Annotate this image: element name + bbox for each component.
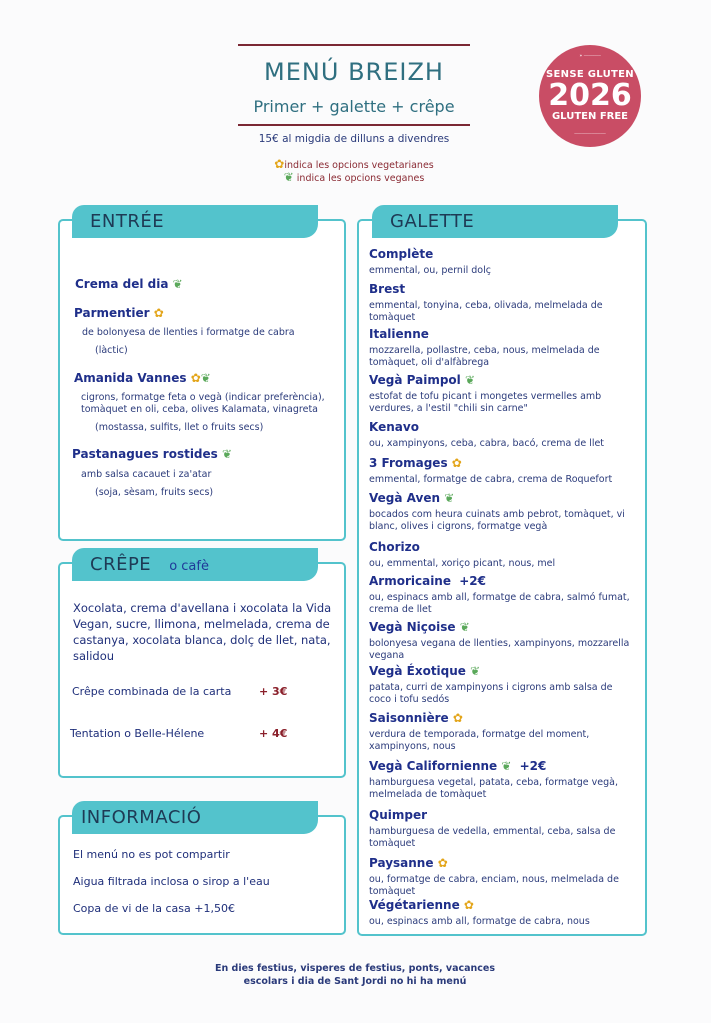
crepe-extra-label: Tentation o Belle-Hélene [70,727,205,740]
galette-item-supplement: +2€ [459,574,486,588]
badge-line2: GLUTEN FREE [551,111,629,122]
entree-item-name: Crema del dia ❦ [75,277,183,291]
galette-item-name: Kenavo [369,420,419,434]
info-line: Aigua filtrada inclosa o sirop a l'eau [73,875,270,888]
info-line: El menú no es pot compartir [73,848,230,861]
header-bottom-rule [238,124,470,126]
info-tab [72,801,318,834]
leaf-icon: ❦ [200,371,211,385]
galette-item-desc: ou, emmental, xoriço picant, nous, mel [369,558,556,569]
entree-item-desc: cigrons, formatge feta o vegà (indicar preferència), tomàquet en oli, ceba, olives Kalamata, vinagreta [81,392,325,415]
galette-item-desc: bolonyesa vegana de llenties, xampinyons, mozzarella vegana [369,638,630,661]
galette-item-desc: ou, formatge de cabra, enciam, nous, melmelada de tomàquet [369,874,619,897]
crepe-tab [72,548,318,581]
galette-item-desc: ou, xampinyons, ceba, cabra, bacó, crema de llet [369,438,605,449]
galette-item-name: Vegà Niçoise ❦ [369,620,470,634]
galette-item-name: Complète [369,247,434,261]
crepe-subtitle: o cafè [169,559,209,574]
galette-title: GALETTE [390,211,475,232]
galette-item-name: Végétarienne ✿ [369,898,474,912]
crepe-extra-price: + 4€ [259,727,288,740]
footer-note [150,962,560,988]
galette-item-name: Paysanne ✿ [369,856,448,870]
sunflower-icon: ✿ [274,157,285,171]
crepe-box [58,562,346,778]
galette-item-name: Vegà Aven ❦ [369,491,455,505]
price-line: 15€ al migdia de dilluns a divendres [258,133,450,145]
crepe-extra-price: + 3€ [259,685,288,698]
galette-item-desc: hamburguesa de vedella, emmental, ceba, salsa de tomàquet [369,826,616,849]
menu-subtitle: Primer + galette + crêpe [253,97,455,116]
entree-title: ENTRÉE [90,211,165,232]
leaf-icon: ❦ [464,373,476,387]
badge-fine-print: ───────────── [574,131,606,136]
galette-item-desc: mozzarella, pollastre, ceba, nous, melmelada de tomàquet, oli d'alfàbrega [369,345,600,368]
badge-line1: SENSE GLUTEN [546,69,634,80]
legend-vegan-text: indica les opcions veganes [296,173,425,184]
galette-item-name: Brest [369,282,406,296]
sunflower-icon: ✿ [153,306,164,320]
header-top-rule [238,44,470,46]
leaf-icon: ❦ [470,664,481,678]
leaf-icon: ❦ [283,170,294,184]
info-line: Copa de vi de la casa +1,50€ [73,902,235,915]
entree-item-name: Amanida Vannes ✿❦ [74,371,211,385]
footer-line2: escolars i dia de Sant Jordi no hi ha menú [243,976,467,987]
legend-vegetarian [238,157,470,171]
entree-tab [72,205,318,238]
leaf-icon: ❦ [501,759,512,773]
galette-item-desc: hamburguesa vegetal, patata, ceba, formatge vegà, melmelada de tomàquet [369,777,619,800]
galette-item-desc: ou, espinacs amb all, formatge de cabra, salmó fumat, crema de llet [369,592,630,615]
sunflower-icon: ✿ [452,711,463,725]
menu-title: MENÚ BREIZH [264,58,444,86]
galette-tab [372,205,618,238]
sunflower-icon: ✿ [463,898,474,912]
legend-vegan [238,170,470,184]
galette-item-name: Armoricaine +2€ [369,574,486,588]
entree-item-name: Pastanagues rostides ❦ [72,447,233,461]
galette-item-desc: verdura de temporada, formatge del moment, xampinyons, nous [369,729,590,752]
galette-item-desc: patata, curri de xampinyons i cigrons amb salsa de coco i tofu sedós [369,682,613,705]
sunflower-icon: ✿ [437,856,448,870]
galette-item-desc: emmental, tonyina, ceba, olivada, melmelada de tomàquet [369,300,603,323]
galette-item-name: Chorizo [369,540,420,554]
galette-item-name: Quimper [369,808,428,822]
galette-item-name: Saisonnière ✿ [369,711,463,725]
galette-item-name: Vegà Éxotique ❦ [369,664,481,678]
leaf-icon: ❦ [459,620,470,634]
leaf-icon: ❦ [172,277,183,291]
entree-item-desc: amb salsa cacauet i za'atar [81,469,212,480]
galette-item-name: Vegà Californienne ❦ +2€ [369,759,547,773]
galette-item-name: 3 Fromages ✿ [369,456,462,470]
entree-item-allergens: (làctic) [95,345,128,356]
badge-logo-mark: ✶ ─────── [579,53,601,58]
galette-item-name: Vegà Paimpol ❦ [369,373,476,387]
galette-item-name: Italienne [369,327,429,341]
info-title: INFORMACIÓ [81,807,202,828]
leaf-icon: ❦ [444,491,455,505]
galette-item-desc: emmental, formatge de cabra, crema de Roquefort [369,474,613,485]
crepe-title: CRÊPE [90,554,152,575]
entree-item-allergens: (mostassa, sulfits, llet o fruits secs) [95,422,264,433]
galette-item-desc: ou, espinacs amb all, formatge de cabra, nous [369,916,590,927]
galette-item-supplement: +2€ [519,759,547,773]
footer-line1: En dies festius, visperes de festius, ponts, vacances [214,963,496,974]
galette-item-desc: estofat de tofu picant i mongetes vermelles amb verdures, a l'estil "chili sin carne" [369,391,602,414]
gluten-free-badge [539,45,641,147]
badge-year: 2026 [548,78,632,113]
crepe-extra-label: Crêpe combinada de la carta [72,685,232,698]
entree-item-allergens: (soja, sèsam, fruits secs) [95,487,214,498]
galette-item-desc: bocados com heura cuinats amb pebrot, tomàquet, vi blanc, olives i cigrons, formatge vegà [369,509,625,532]
leaf-icon: ❦ [222,447,233,461]
sunflower-icon: ✿ [451,456,462,470]
entree-item-name: Parmentier ✿ [74,306,164,320]
sunflower-icon: ✿ [190,371,201,385]
legend-veg-text: indica les opcions vegetarianes [284,160,434,171]
crepe-desc: Xocolata, crema d'avellana i xocolata la Vida Vegan, sucre, llimona, melmelada, crema de castanya, xocolata blanca, dolç de llet, nata, salidou [73,601,332,663]
entree-item-desc: de bolonyesa de llenties i formatge de cabra [82,327,295,338]
galette-item-desc: emmental, ou, pernil dolç [369,265,491,276]
